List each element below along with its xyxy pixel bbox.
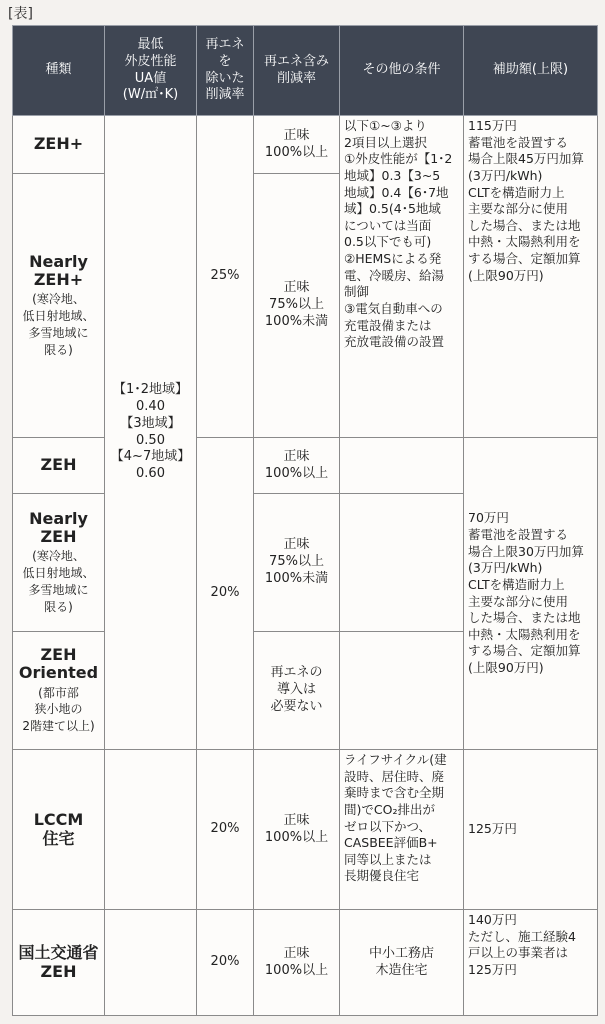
type-name: Nearly ZEH xyxy=(29,508,88,546)
header-ua: 最低 外皮性能 UA値 (W/㎡･K) xyxy=(105,26,197,116)
type-name: ZEH+ xyxy=(33,134,84,154)
type-note: (都市部 狭小地の 2階建て以上) xyxy=(22,685,95,734)
ua-mlit-empty xyxy=(105,910,197,1016)
type-name: ZEH xyxy=(40,455,77,475)
type-note: (寒冷地、 低日射地域、 多雪地域に 限る) xyxy=(22,549,95,614)
other-plus-cell: 以下①~③より 2項目以上選択 ①外皮性能が【1･2 地域】0.3【3~5 地域】0.4【6･7地 域】0.5(4･5地域 については当面 0.5以下でも可) ②HEMSによる発 電、冷暖房、給湯 制御 ③電気自動車への 充電設備または 充放電設備の設置 xyxy=(340,116,464,438)
other-zeh-empty xyxy=(340,438,464,494)
incl-lccm: 正味 100%以上 xyxy=(254,750,340,910)
type-zeh-plus xyxy=(13,116,105,174)
table-row-zeh-plus xyxy=(13,116,598,174)
excl-std-cell: 20% xyxy=(197,438,254,750)
header-type: 種類 xyxy=(13,26,105,116)
type-nearly-zeh xyxy=(13,494,105,632)
header-incl: 再エネ含み 削減率 xyxy=(254,26,340,116)
type-name: ZEH Oriented xyxy=(18,644,99,683)
incl-nearly-zeh-plus: 正味 75%以上 100%未満 xyxy=(254,174,340,438)
type-lccm xyxy=(13,750,105,910)
type-zeh xyxy=(13,438,105,494)
other-mlit: 中小工務店 木造住宅 xyxy=(340,910,464,1016)
excl-lccm: 20% xyxy=(197,750,254,910)
subsidy-std-cell: 70万円 蓄電池を設置する 場合上限30万円加算 (3万円/kWh) CLTを構造耐力上 主要な部分に使用 した場合、または地 中熱・太陽熱利用を する場合、定額加算 (上限90万円) xyxy=(464,438,598,750)
type-nearly-zeh-plus xyxy=(13,174,105,438)
other-nearly-zeh-empty xyxy=(340,494,464,632)
excl-plus-cell: 25% xyxy=(197,116,254,438)
ua-value-cell: 【1･2地域】 0.40 【3地域】 0.50 【4~7地域】 0.60 xyxy=(105,116,197,750)
excl-mlit: 20% xyxy=(197,910,254,1016)
ua-lccm-empty xyxy=(105,750,197,910)
other-lccm: ライフサイクル(建 設時、居住時、廃 棄時まで含む全期 間)でCO₂排出が ゼロ以下かつ、 CASBEE評価B+ 同等以上または 長期優良住宅 xyxy=(340,750,464,910)
header-excl: 再エネ を 除いた 削減率 xyxy=(197,26,254,116)
type-note: (寒冷地、 低日射地域、 多雪地域に 限る) xyxy=(22,292,95,357)
header-subsidy: 補助額(上限) xyxy=(464,26,598,116)
type-name: 国土交通省 ZEH xyxy=(18,943,99,981)
table-row-mlit-zeh xyxy=(13,910,598,1016)
header-other: その他の条件 xyxy=(340,26,464,116)
other-zeh-oriented-empty xyxy=(340,632,464,750)
incl-nearly-zeh: 正味 75%以上 100%未満 xyxy=(254,494,340,632)
type-mlit-zeh xyxy=(13,910,105,1016)
type-zeh-oriented xyxy=(13,632,105,750)
table-caption: [表] xyxy=(8,6,33,22)
subsidy-plus-cell: 115万円 蓄電池を設置する 場合上限45万円加算 (3万円/kWh) CLTを構造耐力上 主要な部分に使用 した場合、または地 中熱・太陽熱利用を する場合、定額加算 (上限90万円) xyxy=(464,116,598,438)
table-row-zeh xyxy=(13,438,598,494)
incl-mlit: 正味 100%以上 xyxy=(254,910,340,1016)
type-name: LCCM 住宅 xyxy=(33,810,84,848)
zeh-subsidy-table xyxy=(12,25,598,1016)
table-row-lccm xyxy=(13,750,598,910)
incl-zeh-oriented: 再エネの 導入は 必要ない xyxy=(254,632,340,750)
subsidy-mlit: 140万円 ただし、施工経験4 戸以上の事業者は 125万円 xyxy=(464,910,598,1016)
incl-zeh: 正味 100%以上 xyxy=(254,438,340,494)
subsidy-lccm: 125万円 xyxy=(464,750,598,910)
header-row xyxy=(13,26,598,116)
incl-zeh-plus: 正味 100%以上 xyxy=(254,116,340,174)
type-name: Nearly ZEH+ xyxy=(29,251,88,289)
